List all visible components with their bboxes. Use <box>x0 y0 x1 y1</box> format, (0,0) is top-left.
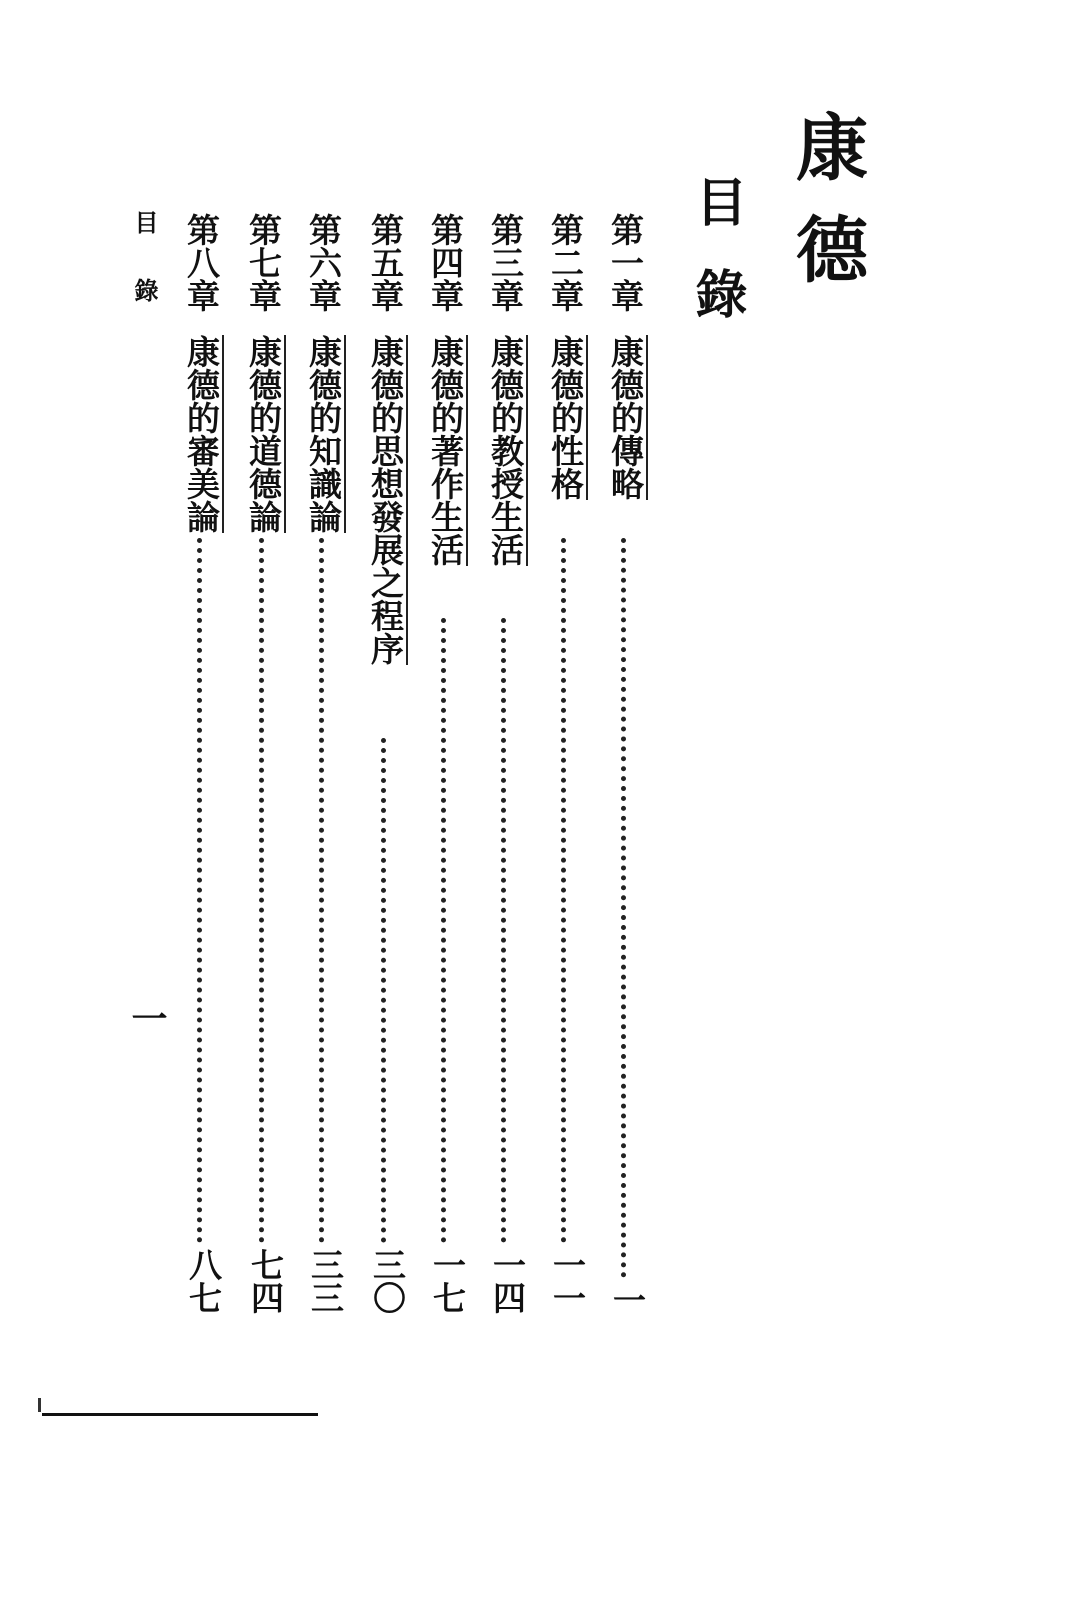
chapter-title: 康德的審美論 <box>181 335 224 533</box>
dot-leader <box>561 538 566 1243</box>
chapter-page: 三三 <box>306 1248 345 1314</box>
toc-entry <box>365 213 405 1328</box>
dot-leader <box>259 538 264 1243</box>
chapter-page: 一一 <box>548 1248 587 1314</box>
dot-leader <box>381 738 386 1243</box>
chapter-page: 七四 <box>246 1248 285 1314</box>
dot-leader <box>197 538 202 1243</box>
chapter-title: 康德的性格 <box>545 335 588 500</box>
scan-edge-rule <box>42 1413 318 1416</box>
chapter-title: 康德的道德論 <box>243 335 286 533</box>
toc-entry <box>605 213 645 1328</box>
chapter-number: 第三章 <box>486 213 525 312</box>
chapter-title: 康德的知識論 <box>303 335 346 533</box>
chapter-number: 第七章 <box>244 213 283 312</box>
toc-entry <box>243 213 283 1328</box>
toc-entry <box>545 213 585 1328</box>
chapter-number: 第四章 <box>426 213 465 312</box>
running-head: 目錄 <box>130 210 159 346</box>
chapter-page: 一七 <box>428 1248 467 1314</box>
chapter-number: 第一章 <box>606 213 645 312</box>
toc-entry <box>181 213 221 1328</box>
dot-leader <box>501 618 506 1243</box>
book-title: 康德 <box>784 110 869 314</box>
chapter-number: 第二章 <box>546 213 585 312</box>
chapter-title: 康德的傳略 <box>605 335 648 500</box>
page-number: 一 <box>126 1000 168 1036</box>
dot-leader <box>319 538 324 1243</box>
toc-entry <box>425 213 465 1328</box>
chapter-page: 三〇 <box>368 1248 407 1314</box>
dot-leader <box>621 538 626 1278</box>
toc-heading: 目錄 <box>686 175 747 359</box>
chapter-title: 康德的著作生活 <box>425 335 468 566</box>
chapter-title: 康德的教授生活 <box>485 335 528 566</box>
scan-edge-mark <box>38 1398 41 1412</box>
toc-entry <box>485 213 525 1328</box>
toc-entry <box>303 213 343 1328</box>
chapter-number: 第五章 <box>366 213 405 312</box>
chapter-page: 八七 <box>184 1248 223 1314</box>
dot-leader <box>441 618 446 1243</box>
chapter-number: 第八章 <box>182 213 221 312</box>
chapter-number: 第六章 <box>304 213 343 312</box>
chapter-title: 康德的思想發展之程序 <box>365 335 408 665</box>
chapter-page: 一 <box>608 1283 647 1316</box>
chapter-page: 一四 <box>488 1248 527 1314</box>
